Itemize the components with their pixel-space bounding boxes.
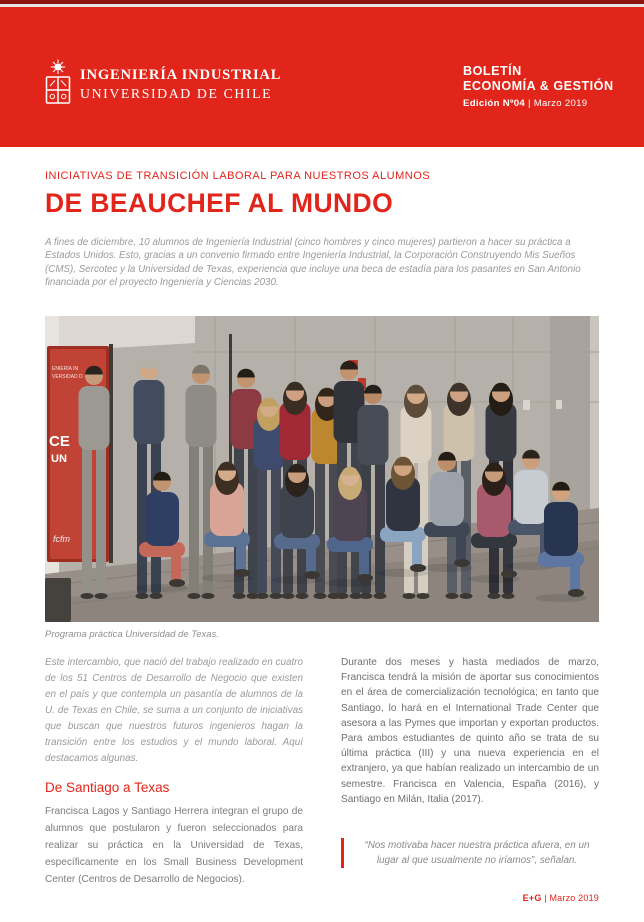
group-photo-illustration (45, 316, 599, 622)
masthead-boletin: BOLETÍN (463, 64, 522, 78)
article-title: DE BEAUCHEF AL MUNDO (45, 188, 394, 218)
svg-text:ENIERÍA IN: ENIERÍA IN (52, 366, 79, 372)
page-footer (523, 893, 599, 903)
photo-caption: Programa práctica Universidad de Texas. (45, 629, 219, 640)
masthead (463, 64, 614, 109)
university-logo-text (80, 67, 281, 102)
footer-date: | Marzo 2019 (541, 893, 599, 903)
logo-line-university: UNIVERSIDAD DE CHILE (80, 86, 273, 101)
masthead-edition (463, 98, 614, 109)
right-column-body: Durante dos meses y hasta mediados de marzo, Francisca tendrá la misión de aportar sus conocimientos en el área de comercialización tecnológica; en tanto que Santiago, lo hará en el International Trade Center que asesora a las Pymes que importan y exportan productos. Para ambos estudiantes de quinto año se trata de su última práctica (III) y una nueva experiencia en el extranjero, ya que habían realizado un intercambio de un semestre. Francisca en Valencia, España (2016), y Santiago en Milán, Italia (2017). (341, 657, 599, 805)
article-intro: A fines de diciembre, 10 alumnos de Ingeniería Industrial (cinco hombres y cinco mujeres) partieron a hacer su práctica a Estados Unidos. Esto, gracias a un convenio firmado entre Ingeniería Industrial, la Corporación Construyendo Mis Sueños (CMS), Sercotec y la Universidad de Texas, experiencia que incluye una beca de estadía para los pasantes en San Antonio financiada por el proyecto Ingeniería y Ciencias 2030. (45, 237, 581, 289)
university-of-chile-crest-icon (44, 59, 72, 116)
group-photo (45, 316, 599, 622)
edition-date: | Marzo 2019 (525, 98, 588, 109)
masthead-economia-gestion: ECONOMÍA & GESTIÓN (463, 79, 614, 93)
section-heading: De Santiago a Texas (45, 780, 170, 795)
pull-quote-text: “Nos motivaba hacer nuestra práctica afuera, en un lugar al que usualmente no iríamos”, señalan. (364, 840, 590, 866)
header-band (0, 7, 644, 147)
article-eyebrow: INICIATIVAS DE TRANSICIÓN LABORAL PARA NUESTROS ALUMNOS (45, 170, 431, 182)
svg-text:CE: CE (49, 433, 70, 450)
left-column-body: Francisca Lagos y Santiago Herrera integran el grupo de alumnos que postularon y fueron seleccionados para realizar su práctica en la Universidad de Texas, específicamente en los Small Business Development Center (Centros de Desarrollo de Negocios). (45, 806, 303, 885)
svg-text:UN: UN (51, 453, 67, 465)
svg-text:VERSIDAD D: VERSIDAD D (52, 374, 83, 380)
pull-quote (341, 838, 598, 868)
left-column-lede: Este intercambio, que nació del trabajo realizado en cuatro de los 51 Centros de Desarrollo de Negocio que existen en el país y que contempla un pasantía de alumnos de la U. de Texas en Chile, se suma a un conjunto de iniciativas que buscan que nuestros futuros ingenieros hagan la transición entre los estudios y el mundo laboral. Aquí destacamos algunas. (45, 657, 303, 764)
footer-brand: E+G (522, 893, 542, 903)
svg-text:fcfm: fcfm (53, 534, 70, 544)
edition-number: Edición Nº04 (463, 98, 526, 109)
logo-line-department: INGENIERÍA INDUSTRIAL (80, 67, 282, 83)
